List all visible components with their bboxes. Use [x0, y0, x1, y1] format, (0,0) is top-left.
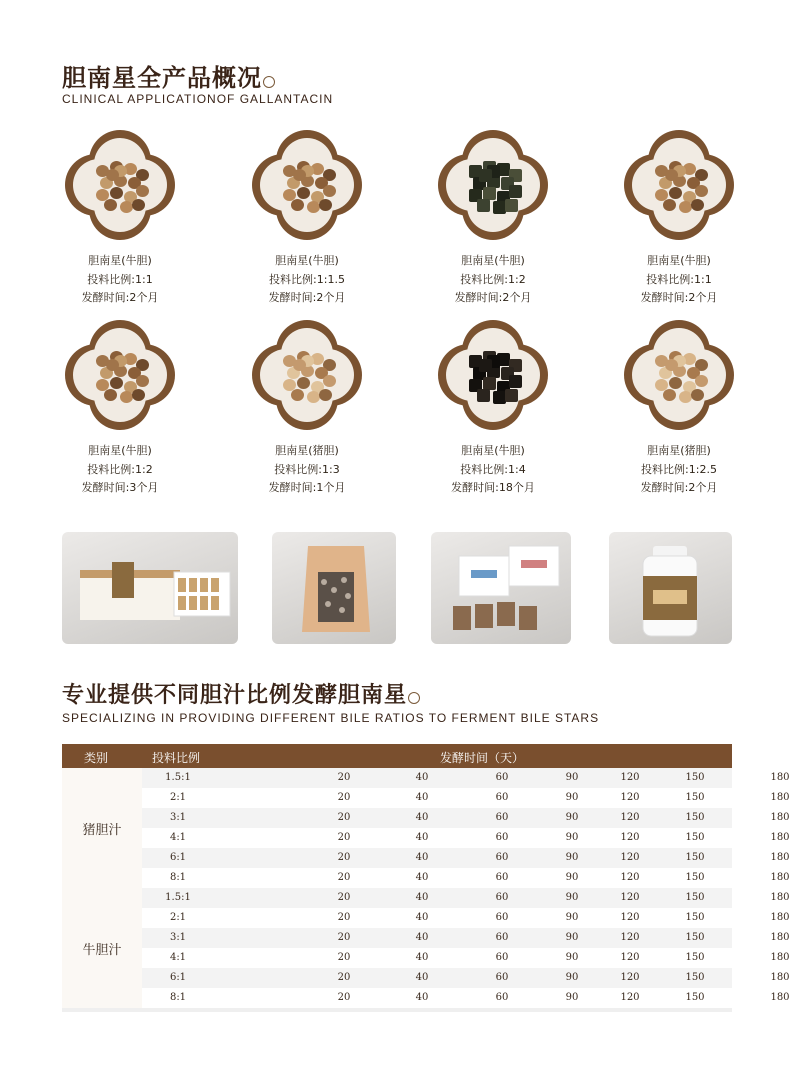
- ratio-cell: 3:1: [169, 812, 187, 823]
- day-cell: 180: [770, 832, 790, 843]
- day-cell: 180: [770, 872, 790, 883]
- day-cell: 20: [337, 812, 351, 823]
- table-header: [62, 744, 732, 768]
- day-cell: 180: [770, 972, 790, 983]
- product-time: 发酵时间:2个月: [640, 481, 718, 494]
- ratio-cell: 2:1: [169, 912, 187, 923]
- product-name: 胆南星(牛胆): [88, 444, 152, 457]
- product-card: [418, 130, 568, 308]
- day-cell: 90: [565, 872, 579, 883]
- day-cell: 60: [495, 932, 509, 943]
- day-cell: 150: [685, 772, 705, 783]
- day-cell: 60: [495, 792, 509, 803]
- day-cell: 180: [770, 772, 790, 783]
- day-cell: 180: [770, 812, 790, 823]
- day-cell: 150: [685, 952, 705, 963]
- day-cell: 180: [770, 932, 790, 943]
- day-cell: 120: [620, 892, 640, 903]
- product-time: 发酵时间:1个月: [268, 481, 346, 494]
- day-cell: 150: [685, 932, 705, 943]
- product-time: 发酵时间:2个月: [640, 291, 718, 304]
- day-cell: 60: [495, 972, 509, 983]
- product-ratio: 投料比例:1:2: [87, 462, 153, 476]
- day-cell: 60: [495, 912, 509, 923]
- table-group: [62, 888, 790, 1008]
- product-name: 胆南星(牛胆): [88, 254, 152, 267]
- product-name: 胆南星(猪胆): [647, 444, 711, 457]
- day-cell: 90: [565, 892, 579, 903]
- day-cell: 180: [770, 792, 790, 803]
- day-cell: 90: [565, 792, 579, 803]
- section-title-en: SPECIALIZING IN PROVIDING DIFFERENT BILE RATIOS TO FERMENT BILE STARS: [62, 711, 600, 725]
- page-title-cn: 胆南星全产品概况: [62, 58, 275, 93]
- ratio-cell: 1.5:1: [165, 892, 191, 903]
- day-cell: 40: [415, 852, 429, 863]
- day-cell: 150: [685, 792, 705, 803]
- table-row: [142, 768, 790, 788]
- product-name: 胆南星(牛胆): [461, 254, 525, 267]
- product-ratio: 投料比例:1:1.5: [269, 272, 345, 286]
- table-row: [142, 848, 790, 868]
- product-card: [232, 130, 382, 308]
- product-ratio: 投料比例:1:1: [87, 272, 153, 286]
- day-cell: 20: [337, 852, 351, 863]
- day-cell: 60: [495, 892, 509, 903]
- sachet-product-image: [431, 532, 571, 644]
- table-row: [142, 808, 790, 828]
- ratio-cell: 8:1: [169, 872, 187, 883]
- circle-ornament-icon: [408, 692, 420, 704]
- product-ratio: 投料比例:1:3: [274, 462, 340, 476]
- day-cell: 150: [685, 852, 705, 863]
- header-category: 类别: [84, 751, 109, 765]
- day-cell: 120: [620, 972, 640, 983]
- day-cell: 20: [337, 892, 351, 903]
- day-cell: 90: [565, 932, 579, 943]
- day-cell: 120: [620, 992, 640, 1003]
- day-cell: 60: [495, 952, 509, 963]
- boxed-product-image: [62, 532, 238, 644]
- day-cell: 60: [495, 772, 509, 783]
- day-cell: 150: [685, 912, 705, 923]
- day-cell: 120: [620, 932, 640, 943]
- day-cell: 90: [565, 992, 579, 1003]
- day-cell: 60: [495, 852, 509, 863]
- day-cell: 180: [770, 892, 790, 903]
- day-cell: 90: [565, 832, 579, 843]
- product-image: [438, 320, 548, 430]
- group-label: 牛胆汁: [62, 888, 142, 1008]
- product-card: [604, 320, 754, 498]
- day-cell: 40: [415, 952, 429, 963]
- day-cell: 120: [620, 812, 640, 823]
- day-cell: 40: [415, 892, 429, 903]
- product-time: 发酵时间:2个月: [268, 291, 346, 304]
- product-name: 胆南星(牛胆): [461, 444, 525, 457]
- day-cell: 40: [415, 912, 429, 923]
- day-cell: 150: [685, 812, 705, 823]
- day-cell: 90: [565, 772, 579, 783]
- day-cell: 40: [415, 972, 429, 983]
- day-cell: 120: [620, 852, 640, 863]
- product-card: [418, 320, 568, 498]
- day-cell: 120: [620, 952, 640, 963]
- day-cell: 120: [620, 792, 640, 803]
- table-row: [142, 888, 790, 908]
- day-cell: 180: [770, 992, 790, 1003]
- table-row: [142, 988, 790, 1008]
- day-cell: 180: [770, 852, 790, 863]
- day-cell: 90: [565, 972, 579, 983]
- product-card: [604, 130, 754, 308]
- product-ratio: 投料比例:1:2: [460, 272, 526, 286]
- product-image: [624, 130, 734, 240]
- day-cell: 20: [337, 972, 351, 983]
- day-cell: 20: [337, 872, 351, 883]
- product-image: [252, 130, 362, 240]
- table-bottom-border: [62, 1008, 732, 1012]
- day-cell: 150: [685, 832, 705, 843]
- ratio-cell: 3:1: [169, 932, 187, 943]
- day-cell: 90: [565, 812, 579, 823]
- day-cell: 40: [415, 872, 429, 883]
- header-ratio: 投料比例: [152, 751, 201, 765]
- day-cell: 150: [685, 872, 705, 883]
- day-cell: 40: [415, 832, 429, 843]
- product-time: 发酵时间:3个月: [81, 481, 159, 494]
- product-photo-bottle: [609, 532, 732, 644]
- day-cell: 150: [685, 992, 705, 1003]
- day-cell: 180: [770, 952, 790, 963]
- ratio-cell: 2:1: [169, 792, 187, 803]
- day-cell: 20: [337, 772, 351, 783]
- product-time: 发酵时间:2个月: [81, 291, 159, 304]
- product-card: [45, 320, 195, 498]
- day-cell: 40: [415, 772, 429, 783]
- day-cell: 90: [565, 952, 579, 963]
- section-title-cn: 专业提供不同胆汁比例发酵胆南星: [62, 678, 420, 709]
- day-cell: 60: [495, 872, 509, 883]
- day-cell: 150: [685, 972, 705, 983]
- bottle-product-image: [609, 532, 732, 644]
- product-ratio: 投料比例:1:1: [646, 272, 712, 286]
- product-ratio: 投料比例:1:2.5: [641, 462, 717, 476]
- product-card: [232, 320, 382, 498]
- day-cell: 60: [495, 832, 509, 843]
- product-image: [624, 320, 734, 430]
- day-cell: 180: [770, 912, 790, 923]
- ratio-cell: 6:1: [169, 972, 187, 983]
- day-cell: 90: [565, 852, 579, 863]
- day-cell: 40: [415, 812, 429, 823]
- ratio-cell: 1.5:1: [165, 772, 191, 783]
- day-cell: 120: [620, 872, 640, 883]
- product-time: 发酵时间:18个月: [451, 481, 535, 494]
- product-time: 发酵时间:2个月: [454, 291, 532, 304]
- product-name: 胆南星(猪胆): [275, 444, 339, 457]
- product-image: [252, 320, 362, 430]
- product-card: [45, 130, 195, 308]
- product-photo-sachets: [431, 532, 571, 644]
- product-image: [65, 320, 175, 430]
- table-row: [142, 828, 790, 848]
- header-time: 发酵时间（天）: [440, 751, 525, 765]
- day-cell: 40: [415, 792, 429, 803]
- day-cell: 120: [620, 772, 640, 783]
- table-row: [142, 908, 790, 928]
- day-cell: 90: [565, 912, 579, 923]
- group-label: 猪胆汁: [62, 768, 142, 888]
- circle-ornament-icon: [263, 76, 275, 88]
- fermentation-table: [62, 744, 790, 1012]
- table-row: [142, 968, 790, 988]
- ratio-cell: 8:1: [169, 992, 187, 1003]
- product-image: [65, 130, 175, 240]
- bag-product-image: [272, 532, 396, 644]
- product-name: 胆南星(牛胆): [647, 254, 711, 267]
- ratio-cell: 4:1: [169, 832, 187, 843]
- day-cell: 20: [337, 992, 351, 1003]
- day-cell: 20: [337, 932, 351, 943]
- product-image: [438, 130, 548, 240]
- product-photo-bag: [272, 532, 396, 644]
- product-photo-boxes: [62, 532, 238, 644]
- ratio-cell: 6:1: [169, 852, 187, 863]
- day-cell: 40: [415, 932, 429, 943]
- day-cell: 60: [495, 812, 509, 823]
- product-name: 胆南星(牛胆): [275, 254, 339, 267]
- product-ratio: 投料比例:1:4: [460, 462, 526, 476]
- table-row: [142, 948, 790, 968]
- page-title-en: CLINICAL APPLICATIONOF GALLANTACIN: [62, 92, 334, 106]
- day-cell: 20: [337, 832, 351, 843]
- day-cell: 120: [620, 832, 640, 843]
- table-row: [142, 868, 790, 888]
- day-cell: 20: [337, 792, 351, 803]
- day-cell: 20: [337, 952, 351, 963]
- day-cell: 120: [620, 912, 640, 923]
- table-row: [142, 928, 790, 948]
- day-cell: 60: [495, 992, 509, 1003]
- day-cell: 20: [337, 912, 351, 923]
- day-cell: 40: [415, 992, 429, 1003]
- day-cell: 150: [685, 892, 705, 903]
- ratio-cell: 4:1: [169, 952, 187, 963]
- table-group: [62, 768, 790, 888]
- table-row: [142, 788, 790, 808]
